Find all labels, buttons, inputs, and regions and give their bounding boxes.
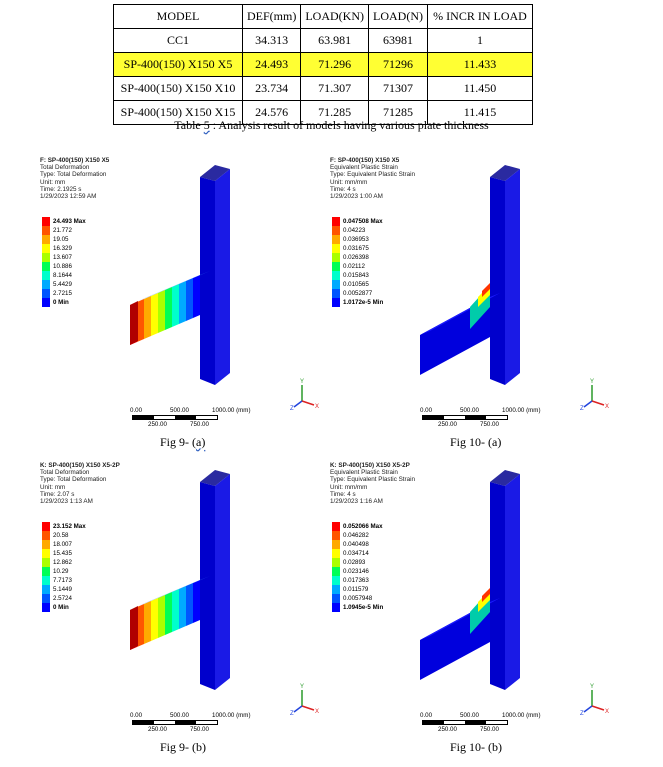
panel-info-line: Time: 4 s (330, 185, 356, 193)
panel-info-line: Total Deformation (40, 164, 90, 172)
scale-label: 500.00 (170, 407, 189, 414)
scale-label: 1000.00 (mm) (502, 712, 541, 719)
legend-value: 0 Min (53, 604, 69, 611)
table-cell: 71307 (369, 77, 428, 101)
scale-label: 0.00 (420, 712, 433, 719)
legend-value: 0.040498 (343, 541, 369, 548)
legend-swatch (42, 567, 50, 576)
fea-panel (330, 157, 620, 457)
legend-swatch (332, 558, 340, 567)
scale-label: 250.00 (148, 726, 167, 733)
legend-swatch (332, 271, 340, 280)
legend-swatch (332, 217, 340, 226)
panel-info-line: Unit: mm (40, 483, 66, 491)
results-table (113, 4, 533, 125)
figure-label-text: Fig 9- ( (160, 435, 196, 449)
legend-swatch (42, 585, 50, 594)
column-front (200, 482, 215, 690)
legend-swatch (332, 585, 340, 594)
table-cell: 11.415 (428, 101, 533, 125)
legend-value: 0.046282 (343, 532, 369, 539)
fea-panel (40, 157, 330, 457)
beam-end (130, 301, 138, 345)
scale-bar (130, 407, 270, 431)
legend-swatch (332, 531, 340, 540)
legend-swatch (42, 549, 50, 558)
fea-model-render (50, 157, 310, 397)
legend-swatch (42, 280, 50, 289)
figure-label-text: Fig 10- (b) (450, 740, 502, 754)
z-axis-line (294, 706, 302, 712)
column-side (505, 474, 520, 690)
table-cell: SP-400(150) X150 X5 (114, 53, 243, 77)
scale-bar (420, 712, 560, 736)
x-axis-line (592, 706, 604, 710)
legend-value: 0.011579 (343, 586, 369, 593)
panel-info-line: Time: 4 s (330, 490, 356, 498)
legend-swatch (42, 531, 50, 540)
legend-value: 0.04223 (343, 227, 366, 234)
scale-label: 750.00 (480, 726, 499, 733)
scale-label: 500.00 (460, 407, 479, 414)
figure-label-tail: a) (196, 435, 206, 449)
table-caption (0, 118, 663, 133)
legend-swatch (42, 298, 50, 307)
panel-title: F: SP-400(150) X150 X5 (330, 157, 400, 164)
header-load-n: LOAD(N) (369, 5, 428, 29)
panel-title: F: SP-400(150) X150 X5 (40, 157, 110, 164)
legend-value: 1.0945e-5 Min (343, 604, 384, 611)
scale-label: 0.00 (130, 712, 143, 719)
scale-graphic (422, 415, 508, 420)
panel-info-line: Time: 2.1925 s (40, 185, 82, 193)
fea-panel (330, 462, 620, 762)
table-row (114, 77, 533, 101)
panel-info-line: 1/29/2023 1:13 AM (40, 498, 93, 506)
legend-swatch (42, 522, 50, 531)
column-side (505, 169, 520, 385)
legend-swatch (332, 262, 340, 271)
legend-value: 12.862 (53, 559, 72, 566)
legend-swatch (332, 567, 340, 576)
deformation-band (144, 296, 151, 339)
figure-label (160, 435, 205, 450)
z-axis-line (584, 706, 592, 712)
deformation-band (165, 287, 172, 330)
legend-swatch (332, 549, 340, 558)
scale-label: 250.00 (438, 726, 457, 733)
scale-label: 500.00 (460, 712, 479, 719)
legend-swatch (332, 298, 340, 307)
legend-value: 2.7215 (53, 290, 72, 297)
scale-label: 750.00 (190, 726, 209, 733)
table-row (114, 29, 533, 53)
table-cell: 24.576 (243, 101, 301, 125)
legend-value: 0.052066 Max (343, 523, 383, 530)
panel-info-line: Unit: mm/mm (330, 483, 368, 491)
scale-label: 500.00 (170, 712, 189, 719)
table-cell: 71.296 (301, 53, 369, 77)
table-cell: 71.307 (301, 77, 369, 101)
z-axis-line (584, 401, 592, 407)
y-axis-label: Y (300, 379, 305, 385)
legend-value: 0.031675 (343, 245, 369, 252)
table-cell: 11.450 (428, 77, 533, 101)
deformation-band (158, 290, 165, 333)
panel-info-line: Total Deformation (40, 469, 90, 477)
legend-value: 0.0052877 (343, 290, 373, 297)
panel-info-line: Time: 2.07 s (40, 490, 75, 498)
legend-swatch (42, 289, 50, 298)
scale-label: 750.00 (190, 421, 209, 428)
scale-label: 1000.00 (mm) (502, 407, 541, 414)
scale-graphic (132, 720, 218, 725)
legend-value: 2.5724 (53, 595, 72, 602)
deformation-band (172, 589, 179, 632)
deformation-band (165, 592, 172, 635)
panel-info-line: Type: Total Deformation (40, 476, 107, 484)
legend-swatch (42, 217, 50, 226)
legend-value: 1.0172e-5 Min (343, 299, 384, 306)
x-axis-line (592, 401, 604, 405)
scale-graphic (422, 720, 508, 725)
legend-value: 15.435 (53, 550, 72, 557)
legend-value: 0.036953 (343, 236, 369, 243)
y-axis-label: Y (590, 379, 595, 385)
caption-prefix: Table (174, 118, 204, 132)
caption-number: 5 (203, 118, 210, 132)
scale-bar (420, 407, 560, 431)
table-cell: 34.313 (243, 29, 301, 53)
panel-info-line: Type: Equivalent Plastic Strain (330, 171, 416, 179)
figure-label (450, 435, 501, 450)
legend-swatch (332, 226, 340, 235)
column-front (490, 177, 505, 385)
legend-value: 0.023146 (343, 568, 369, 575)
legend-value: 7.7173 (53, 577, 72, 584)
legend-swatch (42, 244, 50, 253)
deformation-band (144, 601, 151, 644)
legend-value: 21.772 (53, 227, 72, 234)
legend-swatch (42, 576, 50, 585)
panel-info-line: Unit: mm/mm (330, 178, 368, 186)
legend-swatch (42, 271, 50, 280)
fea-panel (40, 462, 330, 762)
scale-label: 250.00 (438, 421, 457, 428)
table-cell: 71296 (369, 53, 428, 77)
legend-swatch (42, 253, 50, 262)
panel-info-line: Equivalent Plastic Strain (330, 164, 398, 172)
axis-triad (580, 377, 610, 411)
deformation-band (186, 583, 193, 626)
table-cell: 23.734 (243, 77, 301, 101)
table-cell: 1 (428, 29, 533, 53)
figure-label-text: Fig 9- (b) (160, 740, 206, 754)
deformation-band (158, 595, 165, 638)
column-side (215, 169, 230, 385)
legend-value: 0.034714 (343, 550, 369, 557)
legend-value: 10.29 (53, 568, 69, 575)
table-cell: 71.285 (301, 101, 369, 125)
deformation-band (193, 275, 200, 318)
legend-value: 0.0057948 (343, 595, 373, 602)
panel-title: K: SP-400(150) X150 X5-2P (330, 462, 410, 469)
legend-value: 0.026398 (343, 254, 369, 261)
legend-value: 0.047508 Max (343, 218, 383, 225)
legend-swatch (332, 603, 340, 612)
figure-label (450, 740, 502, 755)
caption-text: : Analysis result of models having various plate thickness (209, 118, 489, 132)
scale-bar (130, 712, 270, 736)
panel-info-line: 1/29/2023 1:16 AM (330, 498, 383, 506)
z-axis-line (294, 401, 302, 407)
table-cell: 11.433 (428, 53, 533, 77)
legend-swatch (42, 558, 50, 567)
panel-title: K: SP-400(150) X150 X5-2P (40, 462, 120, 469)
deformation-band (179, 281, 186, 324)
y-axis-label: Y (590, 684, 595, 690)
legend-value: 0.02112 (343, 263, 365, 270)
scale-label: 250.00 (148, 421, 167, 428)
legend-swatch (332, 289, 340, 298)
table-header-row (114, 5, 533, 29)
deformation-band (193, 580, 200, 623)
deformation-band (137, 604, 144, 647)
fea-model-render (340, 157, 600, 397)
legend-swatch (332, 594, 340, 603)
axis-triad (290, 377, 320, 411)
table-cell: SP-400(150) X150 X15 (114, 101, 243, 125)
legend-value: 5.1449 (53, 586, 72, 593)
x-axis-label: X (605, 404, 610, 410)
legend-value: 0 Min (53, 299, 69, 306)
scale-label: 0.00 (420, 407, 433, 414)
legend-value: 0.02893 (343, 559, 366, 566)
legend-value: 23.152 Max (53, 523, 86, 530)
table-cell: 63981 (369, 29, 428, 53)
figure-label-text: Fig 10- (a) (450, 435, 502, 449)
deformation-band (151, 293, 158, 336)
column-front (200, 177, 215, 385)
header-model: MODEL (114, 5, 243, 29)
panel-info-line: Type: Equivalent Plastic Strain (330, 476, 416, 484)
legend-value: 13.607 (53, 254, 72, 261)
x-axis-label: X (315, 404, 320, 410)
table-cell: 24.493 (243, 53, 301, 77)
z-axis-label: Z (580, 711, 584, 716)
x-axis-label: X (315, 709, 320, 715)
legend-value: 24.493 Max (53, 218, 86, 225)
panel-info-line: Unit: mm (40, 178, 66, 186)
legend-value: 0.017363 (343, 577, 369, 584)
legend-value: 0.010565 (343, 281, 369, 288)
column-side (215, 474, 230, 690)
legend-swatch (42, 262, 50, 271)
deformation-band (179, 586, 186, 629)
legend-swatch (332, 244, 340, 253)
table-cell: 63.981 (301, 29, 369, 53)
table-row-highlighted (114, 53, 533, 77)
legend-swatch (332, 522, 340, 531)
z-axis-label: Z (290, 711, 294, 716)
deformation-band (186, 278, 193, 321)
deformation-band (137, 299, 144, 342)
panel-info-line: Equivalent Plastic Strain (330, 469, 398, 477)
column-front (490, 482, 505, 690)
y-axis-label: Y (300, 684, 305, 690)
axis-triad (580, 682, 610, 716)
legend-swatch (42, 540, 50, 549)
x-axis-line (302, 401, 314, 405)
table-cell: 71285 (369, 101, 428, 125)
legend-swatch (42, 603, 50, 612)
deformation-band (172, 284, 179, 327)
figure-label (160, 740, 206, 755)
x-axis-line (302, 706, 314, 710)
scale-label: 0.00 (130, 407, 143, 414)
scale-label: 750.00 (480, 421, 499, 428)
beam-end (130, 606, 138, 650)
z-axis-label: Z (290, 406, 294, 411)
header-def: DEF(mm) (243, 5, 301, 29)
legend-swatch (332, 235, 340, 244)
legend-value: 19.05 (53, 236, 69, 243)
legend-swatch (332, 540, 340, 549)
scale-label: 1000.00 (mm) (212, 407, 251, 414)
legend-swatch (42, 226, 50, 235)
panel-info-line: Type: Total Deformation (40, 171, 107, 179)
x-axis-label: X (605, 709, 610, 715)
axis-triad (290, 682, 320, 716)
legend-value: 8.1644 (53, 272, 72, 279)
table-cell: SP-400(150) X150 X10 (114, 77, 243, 101)
legend-swatch (332, 280, 340, 289)
scale-label: 1000.00 (mm) (212, 712, 251, 719)
panel-info-line: 1/29/2023 12:59 AM (40, 193, 97, 201)
deformation-band (151, 598, 158, 641)
legend-swatch (42, 235, 50, 244)
z-axis-label: Z (580, 406, 584, 411)
legend-value: 5.4429 (53, 281, 72, 288)
header-load-kn: LOAD(KN) (301, 5, 369, 29)
fea-model-render (50, 462, 310, 702)
legend-value: 20.58 (53, 532, 69, 539)
legend-swatch (332, 576, 340, 585)
legend-value: 18.007 (53, 541, 72, 548)
header-incr: % INCR IN LOAD (428, 5, 533, 29)
table-cell: CC1 (114, 29, 243, 53)
legend-swatch (42, 594, 50, 603)
scale-graphic (132, 415, 218, 420)
legend-swatch (332, 253, 340, 262)
fea-model-render (340, 462, 600, 702)
legend-value: 10.886 (53, 263, 72, 270)
panel-info-line: 1/29/2023 1:00 AM (330, 193, 383, 201)
legend-value: 16.329 (53, 245, 72, 252)
legend-value: 0.015843 (343, 272, 369, 279)
